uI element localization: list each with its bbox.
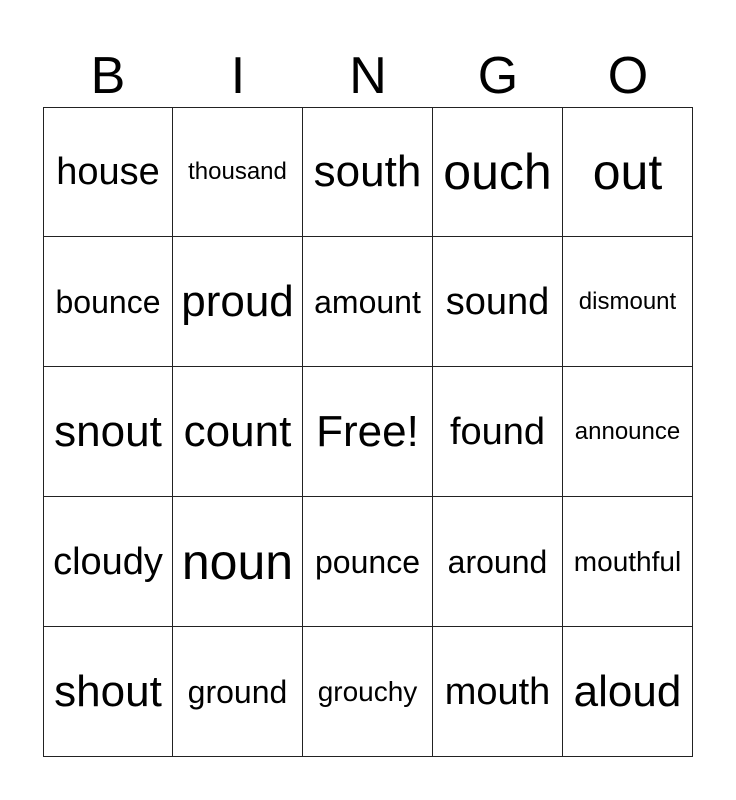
bingo-cell[interactable]: mouthful <box>563 497 693 627</box>
bingo-cell[interactable]: cloudy <box>43 497 173 627</box>
bingo-cell[interactable]: out <box>563 107 693 237</box>
bingo-cell[interactable]: proud <box>173 237 303 367</box>
bingo-cell[interactable]: thousand <box>173 107 303 237</box>
header-letter-i: I <box>230 47 246 105</box>
bingo-cell[interactable]: house <box>43 107 173 237</box>
bingo-cell[interactable]: snout <box>43 367 173 497</box>
bingo-cell[interactable]: around <box>433 497 563 627</box>
bingo-cell[interactable]: ground <box>173 627 303 757</box>
bingo-cell[interactable]: ouch <box>433 107 563 237</box>
bingo-cell[interactable]: amount <box>303 237 433 367</box>
bingo-cell[interactable]: count <box>173 367 303 497</box>
header-letter-o: O <box>607 47 649 105</box>
bingo-cell[interactable]: grouchy <box>303 627 433 757</box>
bingo-cell[interactable]: shout <box>43 627 173 757</box>
bingo-cell[interactable]: sound <box>433 237 563 367</box>
bingo-grid <box>43 107 693 757</box>
bingo-cell[interactable]: found <box>433 367 563 497</box>
bingo-cell[interactable]: bounce <box>43 237 173 367</box>
bingo-cell[interactable]: announce <box>563 367 693 497</box>
free-space-cell[interactable]: Free! <box>303 367 433 497</box>
header-letter-n: N <box>349 47 387 105</box>
bingo-cell[interactable]: dismount <box>563 237 693 367</box>
bingo-cell[interactable]: south <box>303 107 433 237</box>
bingo-header <box>43 44 693 108</box>
bingo-cell[interactable]: pounce <box>303 497 433 627</box>
header-letter-g: G <box>477 47 519 105</box>
bingo-cell[interactable]: aloud <box>563 627 693 757</box>
header-letter-b: B <box>90 47 126 105</box>
bingo-cell[interactable]: mouth <box>433 627 563 757</box>
bingo-cell[interactable]: noun <box>173 497 303 627</box>
